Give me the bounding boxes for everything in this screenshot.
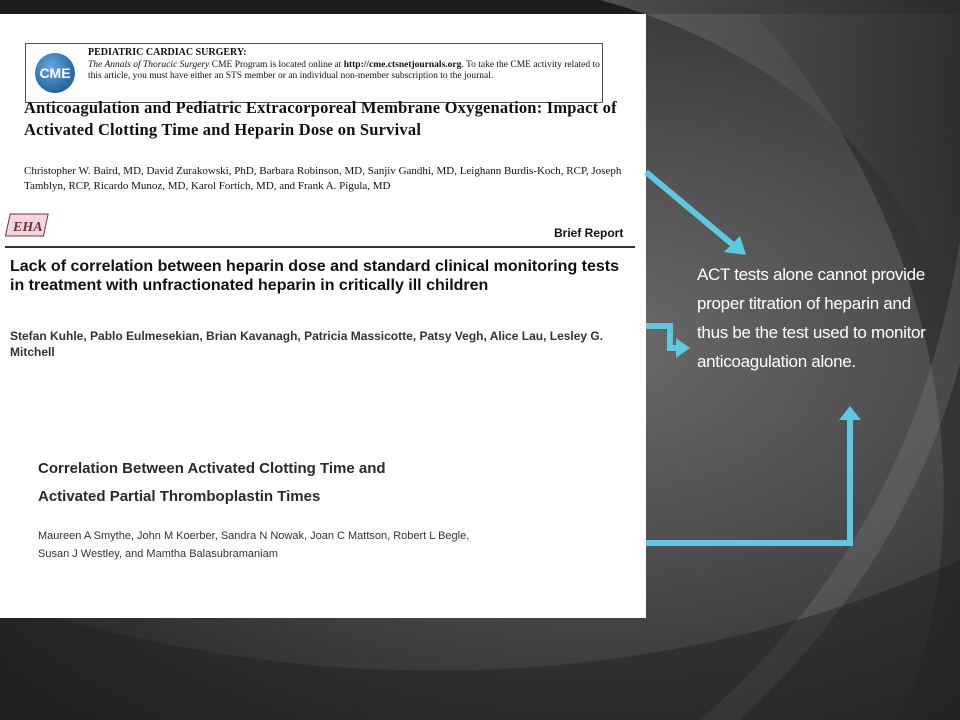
cme-journal-name: The Annals of Thoracic Surgery bbox=[88, 60, 210, 70]
paper-1-title: Anticoagulation and Pediatric Extracorporeal Membrane Oxygenation: Impact of Activated Clotting Time and Heparin Dose on Survival bbox=[24, 98, 617, 139]
cme-logo: CME bbox=[35, 53, 75, 93]
arrow-from-paper-2 bbox=[646, 326, 676, 348]
paper-3-authors-line-1: Maureen A Smythe, John M Koerber, Sandra N Nowak, Joan C Mattson, Robert L Begle, bbox=[38, 530, 470, 542]
arrow-head-3 bbox=[839, 406, 861, 420]
arrow-head-2 bbox=[676, 338, 690, 358]
cme-body-prefix: CME Program is located online at bbox=[211, 60, 342, 70]
cme-url: http://cme.ctsnetjournals.org bbox=[343, 60, 462, 70]
cme-body-suffix: . To take the CME activity related to this article, you must have either an STS member or an individual non-member subscription to the journal. bbox=[88, 60, 600, 81]
brief-report-label: Brief Report bbox=[554, 226, 624, 240]
paper-3-title-line-2: Activated Partial Thromboplastin Times bbox=[38, 488, 321, 505]
conclusion-note: ACT tests alone cannot provide proper titration of heparin and thus be the test used to monitor anticoagulation alone. bbox=[697, 265, 926, 371]
cme-heading: PEDIATRIC CARDIAC SURGERY: bbox=[88, 47, 247, 58]
paper-2-title: Lack of correlation between heparin dose and standard clinical monitoring tests in treatment with unfractionated heparin in critically ill children bbox=[10, 258, 620, 294]
eha-logo-text: EHA bbox=[13, 220, 43, 235]
paper-1-authors: Christopher W. Baird, MD, David Zurakowski, PhD, Barbara Robinson, MD, Sanjiv Gandhi, MD, Leighann Burdis-Koch, RCP, Joseph Tamblyn, RCP, Ricardo Munoz, MD, Karol Fortich, MD, and Frank A. Pigula, MD bbox=[24, 165, 622, 192]
arrow-from-paper-3 bbox=[646, 420, 850, 543]
paper-3-authors-line-2: Susan J Westley, and Mamtha Balasubramaniam bbox=[38, 548, 278, 560]
paper-2-authors: Stefan Kuhle, Pablo Eulmesekian, Brian Kavanagh, Patricia Massicotte, Patsy Vegh, Alice Lau, Lesley G. Mitchell bbox=[10, 329, 604, 359]
paper-3-title-line-1: Correlation Between Activated Clotting Time and bbox=[38, 460, 386, 477]
arrow-from-paper-1 bbox=[646, 172, 732, 244]
